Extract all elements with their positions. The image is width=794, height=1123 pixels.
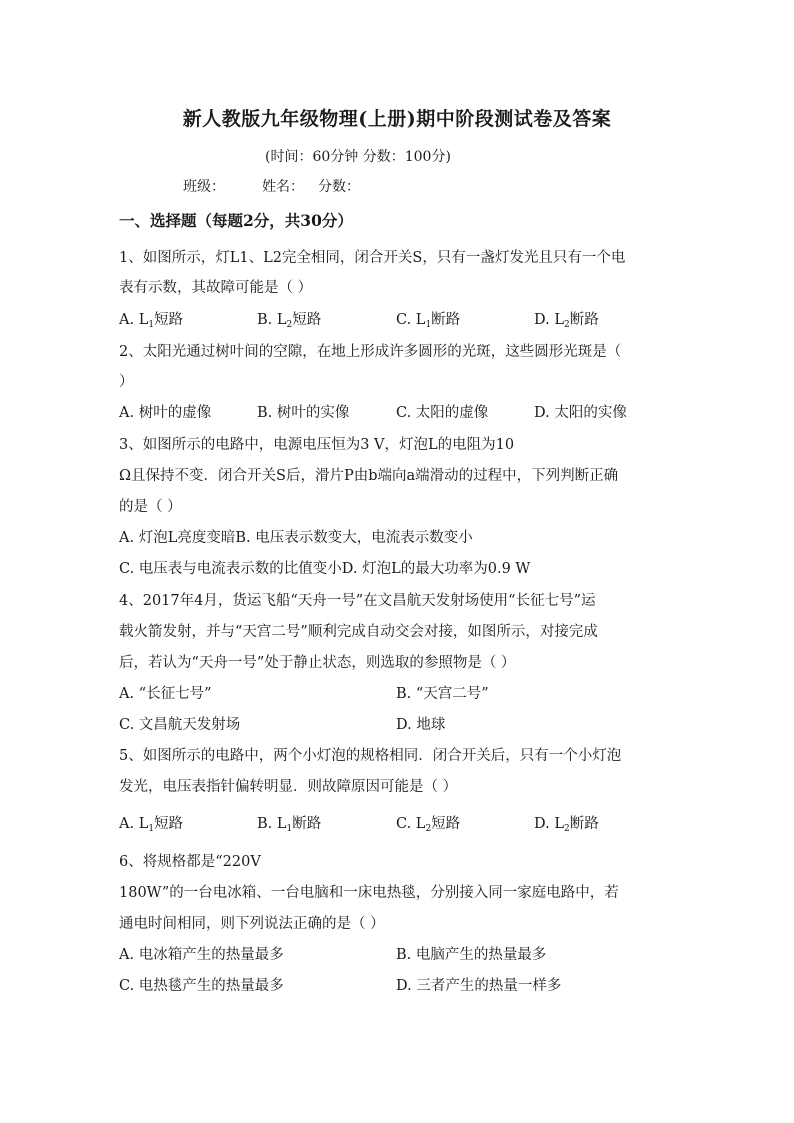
question-6-line-2: 180W”的一台电冰箱、一台电脑和一床电热毯，分别接入同一家庭电路中，若	[119, 885, 619, 901]
question-1-option-a: A. $L_1$短路	[119, 312, 184, 330]
question-1-option-d: D. $L_2$断路	[534, 312, 599, 330]
question-2-line-1: 2、太阳光通过树叶间的空隙，在地上形成许多圆形的光斑，这些圆形光斑是（	[119, 344, 622, 360]
question-2-option-d: D. 太阳的实像	[534, 405, 627, 421]
question-5-option-d: D. $L_2$断路	[534, 816, 599, 834]
exam-time-score: (时间：60分钟 分数：100分)	[265, 149, 451, 165]
question-3-options-cd: C. 电压表与电流表示数的比值变小D. 灯泡L的最大功率为0.9 W	[119, 561, 531, 577]
question-2-option-a: A. 树叶的虚像	[119, 405, 212, 421]
question-4-line-3: 后，若认为“天舟一号”处于静止状态，则选取的参照物是（ ）	[119, 655, 516, 671]
question-2-option-b: B. 树叶的实像	[257, 405, 350, 421]
question-5-line-1: 5、如图所示的电路中，两个小灯泡的规格相同．闭合开关后，只有一个小灯泡	[119, 748, 622, 764]
class-label: 班级：	[183, 179, 225, 195]
question-4-line-2: 载火箭发射，并与“天宫二号”顺利完成自动交会对接，如图所示，对接完成	[119, 624, 598, 640]
question-6-line-3: 通电时间相同，则下列说法正确的是（ ）	[119, 916, 385, 932]
question-2-option-c: C. 太阳的虚像	[396, 405, 489, 421]
question-5-option-b: B. $L_1$断路	[257, 816, 322, 834]
question-6-line-1: 6、将规格都是“220V	[119, 854, 261, 870]
score-label: 分数：	[318, 179, 360, 195]
question-6-option-a: A. 电冰箱产生的热量最多	[119, 947, 284, 963]
question-2-line-2: ）	[119, 374, 134, 390]
question-1-line-2: 表有示数，其故障可能是（ ）	[119, 280, 313, 296]
section-heading: 一、选择题（每题2分，共30分）	[119, 211, 353, 230]
question-4-option-c: C. 文昌航天发射场	[119, 717, 241, 733]
question-3-line-3: 的是（ ）	[119, 499, 182, 515]
question-6-option-d: D. 三者产生的热量一样多	[396, 978, 562, 994]
question-6-option-b: B. 电脑产生的热量最多	[396, 947, 547, 963]
question-6-option-c: C. 电热毯产生的热量最多	[119, 978, 284, 994]
question-3-line-1: 3、如图所示的电路中，电源电压恒为3 V，灯泡L的电阻为10	[119, 437, 515, 453]
question-1-option-c: C. $L_1$断路	[396, 312, 461, 330]
question-3-options-ab: A. 灯泡L亮度变暗B. 电压表示数变大，电流表示数变小	[119, 530, 473, 546]
question-1-line-1: 1、如图所示，灯L1、L2完全相同，闭合开关S，只有一盏灯发光且只有一个电	[119, 250, 626, 266]
name-label: 姓名：	[262, 179, 304, 195]
page-title: 新人教版九年级物理(上册)期中阶段测试卷及答案	[182, 108, 612, 130]
question-1-option-b: B. $L_2$短路	[257, 312, 322, 330]
question-5-option-a: A. $L_1$短路	[119, 816, 184, 834]
question-5-option-c: C. $L_2$短路	[396, 816, 461, 834]
question-4-option-a: A. “长征七号”	[119, 686, 212, 702]
question-4-option-b: B. “天宫二号”	[396, 686, 489, 702]
question-4-line-1: 4、2017年4月，货运飞船“天舟一号”在文昌航天发射场使用“长征七号”运	[119, 593, 596, 609]
question-3-line-2: Ω且保持不变．闭合开关S后，滑片P由b端向a端滑动的过程中，下列判断正确	[119, 468, 619, 484]
question-4-option-d: D. 地球	[396, 717, 446, 733]
question-5-line-2: 发光，电压表指针偏转明显．则故障原因可能是（ ）	[119, 779, 458, 795]
